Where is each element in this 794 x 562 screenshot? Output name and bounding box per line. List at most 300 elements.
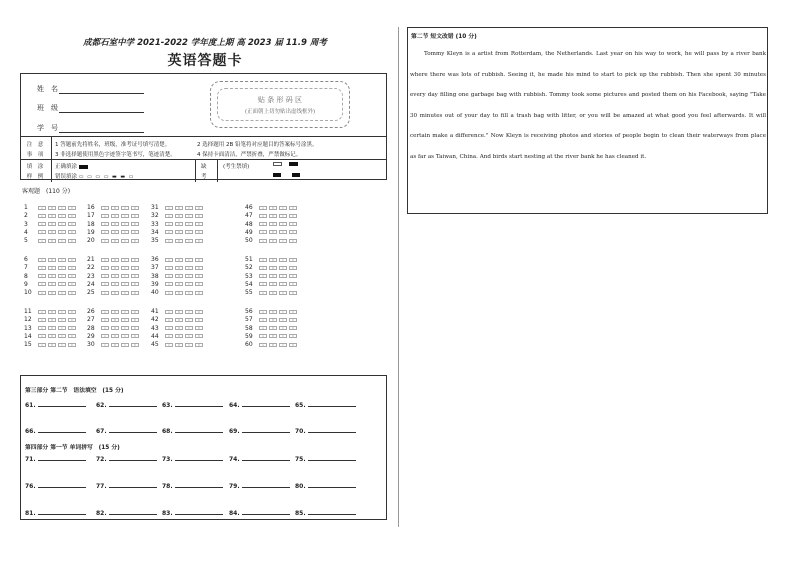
- answer-bubble[interactable]: A: [38, 258, 46, 262]
- answer-bubble[interactable]: C: [279, 214, 287, 218]
- answer-bubble[interactable]: A: [38, 206, 46, 210]
- answer-bubble[interactable]: C: [121, 343, 129, 347]
- answer-bubble[interactable]: C: [121, 266, 129, 270]
- answer-bubble[interactable]: D: [195, 214, 203, 218]
- fill-blank[interactable]: [229, 482, 290, 490]
- answer-bubble[interactable]: B: [175, 214, 183, 218]
- answer-bubble[interactable]: C: [185, 230, 193, 234]
- answer-bubble[interactable]: B: [111, 239, 119, 243]
- answer-bubble[interactable]: C: [58, 326, 66, 330]
- answer-bubble[interactable]: A: [165, 274, 173, 278]
- blank-line[interactable]: [109, 455, 157, 461]
- blank-line[interactable]: [308, 509, 356, 515]
- answer-bubble[interactable]: B: [111, 291, 119, 295]
- fill-blank[interactable]: [96, 509, 157, 517]
- answer-bubble[interactable]: B: [48, 206, 56, 210]
- answer-bubble[interactable]: A: [101, 222, 109, 226]
- answer-bubble[interactable]: A: [259, 230, 267, 234]
- answer-bubble[interactable]: C: [121, 230, 129, 234]
- answer-bubble[interactable]: C: [58, 239, 66, 243]
- answer-bubble[interactable]: A: [259, 334, 267, 338]
- blank-line[interactable]: [109, 401, 157, 407]
- answer-bubble[interactable]: D: [289, 230, 297, 234]
- blank-line[interactable]: [109, 427, 157, 433]
- fill-blank[interactable]: [295, 509, 356, 517]
- answer-bubble[interactable]: B: [269, 334, 277, 338]
- answer-bubble[interactable]: D: [131, 214, 139, 218]
- answer-bubble[interactable]: A: [259, 206, 267, 210]
- answer-bubble[interactable]: C: [279, 326, 287, 330]
- answer-bubble[interactable]: B: [269, 230, 277, 234]
- answer-bubble[interactable]: C: [58, 318, 66, 322]
- answer-bubble[interactable]: B: [48, 310, 56, 314]
- answer-bubble[interactable]: B: [175, 266, 183, 270]
- answer-bubble[interactable]: B: [269, 266, 277, 270]
- answer-bubble[interactable]: A: [165, 326, 173, 330]
- answer-bubble[interactable]: C: [185, 318, 193, 322]
- answer-bubble[interactable]: D: [68, 291, 76, 295]
- answer-bubble[interactable]: C: [58, 230, 66, 234]
- answer-bubble[interactable]: B: [175, 282, 183, 286]
- answer-bubble[interactable]: D: [68, 206, 76, 210]
- answer-bubble[interactable]: D: [131, 291, 139, 295]
- answer-bubble[interactable]: D: [289, 266, 297, 270]
- answer-bubble[interactable]: C: [58, 310, 66, 314]
- answer-bubble[interactable]: D: [289, 214, 297, 218]
- answer-bubble[interactable]: A: [38, 326, 46, 330]
- answer-bubble[interactable]: A: [259, 222, 267, 226]
- fill-blank[interactable]: [162, 482, 223, 490]
- question-number: 58: [245, 324, 253, 332]
- answer-bubble[interactable]: C: [121, 282, 129, 286]
- answer-bubble[interactable]: C: [185, 282, 193, 286]
- answer-bubble[interactable]: B: [111, 343, 119, 347]
- answer-bubble[interactable]: A: [165, 343, 173, 347]
- answer-bubble[interactable]: C: [58, 334, 66, 338]
- answer-bubble[interactable]: B: [175, 274, 183, 278]
- fill-blank[interactable]: [96, 455, 157, 463]
- answer-bubble[interactable]: C: [185, 343, 193, 347]
- answer-bubble[interactable]: A: [101, 334, 109, 338]
- answer-bubble[interactable]: C: [121, 239, 129, 243]
- answer-bubble[interactable]: D: [289, 326, 297, 330]
- fill-blank[interactable]: [295, 401, 356, 409]
- answer-bubble[interactable]: D: [131, 310, 139, 314]
- answer-bubble[interactable]: B: [111, 266, 119, 270]
- blank-line[interactable]: [175, 509, 223, 515]
- answer-bubble[interactable]: D: [131, 318, 139, 322]
- answer-bubble[interactable]: A: [165, 258, 173, 262]
- answer-bubble[interactable]: D: [68, 334, 76, 338]
- answer-bubble[interactable]: B: [175, 222, 183, 226]
- answer-bubble[interactable]: A: [165, 266, 173, 270]
- answer-bubble[interactable]: B: [269, 282, 277, 286]
- answer-bubble[interactable]: D: [68, 274, 76, 278]
- blank-line[interactable]: [38, 401, 86, 407]
- answer-bubble[interactable]: D: [195, 222, 203, 226]
- answer-bubble[interactable]: D: [131, 258, 139, 262]
- fill-blank[interactable]: [25, 482, 86, 490]
- fill-blank[interactable]: [162, 509, 223, 517]
- blank-line[interactable]: [242, 455, 290, 461]
- answer-bubble[interactable]: B: [48, 334, 56, 338]
- fill-blank[interactable]: [25, 401, 86, 409]
- answer-bubble[interactable]: D: [131, 222, 139, 226]
- answer-bubble[interactable]: B: [269, 343, 277, 347]
- student-id-field[interactable]: [59, 125, 144, 133]
- answer-bubble[interactable]: A: [165, 282, 173, 286]
- answer-bubble[interactable]: B: [269, 239, 277, 243]
- blank-line[interactable]: [38, 455, 86, 461]
- answer-bubble[interactable]: C: [121, 291, 129, 295]
- answer-bubble[interactable]: D: [289, 291, 297, 295]
- answer-bubble[interactable]: D: [68, 266, 76, 270]
- answer-bubble[interactable]: A: [101, 266, 109, 270]
- answer-bubble[interactable]: C: [185, 239, 193, 243]
- answer-bubble[interactable]: D: [68, 282, 76, 286]
- answer-bubble[interactable]: A: [165, 206, 173, 210]
- answer-bubble[interactable]: C: [58, 222, 66, 226]
- absent-divider-2: [217, 159, 218, 182]
- fill-blank[interactable]: [229, 509, 290, 517]
- blank-line[interactable]: [109, 509, 157, 515]
- answer-bubble[interactable]: D: [195, 282, 203, 286]
- blank-line[interactable]: [38, 482, 86, 488]
- answer-bubble[interactable]: A: [38, 343, 46, 347]
- answer-bubble[interactable]: B: [269, 291, 277, 295]
- answer-bubble[interactable]: C: [279, 239, 287, 243]
- blank-line[interactable]: [175, 482, 223, 488]
- answer-bubble[interactable]: C: [279, 291, 287, 295]
- answer-bubble[interactable]: D: [289, 206, 297, 210]
- name-field[interactable]: [59, 86, 144, 94]
- answer-bubble[interactable]: D: [289, 318, 297, 322]
- answer-bubble[interactable]: D: [195, 291, 203, 295]
- answer-bubble[interactable]: B: [269, 274, 277, 278]
- answer-bubble[interactable]: A: [38, 230, 46, 234]
- answer-bubble[interactable]: B: [111, 334, 119, 338]
- answer-bubble[interactable]: C: [185, 326, 193, 330]
- blank-line[interactable]: [109, 482, 157, 488]
- answer-bubble[interactable]: D: [131, 274, 139, 278]
- answer-bubble[interactable]: D: [195, 266, 203, 270]
- answer-bubble[interactable]: C: [58, 214, 66, 218]
- fill-blank[interactable]: [25, 509, 86, 517]
- answer-bubble[interactable]: D: [68, 230, 76, 234]
- answer-bubble[interactable]: D: [195, 310, 203, 314]
- answer-bubble[interactable]: C: [121, 214, 129, 218]
- answer-bubble[interactable]: C: [185, 334, 193, 338]
- answer-bubble[interactable]: A: [38, 214, 46, 218]
- answer-bubble[interactable]: D: [68, 343, 76, 347]
- answer-bubble[interactable]: B: [48, 343, 56, 347]
- answer-bubble[interactable]: B: [175, 310, 183, 314]
- answer-bubble[interactable]: B: [175, 343, 183, 347]
- answer-bubble[interactable]: C: [279, 343, 287, 347]
- answer-bubble[interactable]: A: [38, 318, 46, 322]
- answer-bubble[interactable]: A: [101, 343, 109, 347]
- answer-bubble[interactable]: B: [48, 318, 56, 322]
- answer-bubble[interactable]: B: [269, 206, 277, 210]
- answer-bubble[interactable]: C: [185, 258, 193, 262]
- answer-bubble[interactable]: A: [101, 326, 109, 330]
- blank-line[interactable]: [38, 509, 86, 515]
- answer-bubble[interactable]: B: [111, 258, 119, 262]
- blank-line[interactable]: [308, 455, 356, 461]
- answer-bubble[interactable]: D: [289, 282, 297, 286]
- answer-bubble[interactable]: A: [101, 282, 109, 286]
- answer-bubble[interactable]: D: [68, 222, 76, 226]
- answer-bubble[interactable]: C: [121, 206, 129, 210]
- answer-bubble[interactable]: B: [111, 318, 119, 322]
- answer-bubble[interactable]: D: [131, 343, 139, 347]
- answer-bubble[interactable]: B: [48, 282, 56, 286]
- answer-bubble[interactable]: B: [48, 239, 56, 243]
- answer-bubble[interactable]: A: [38, 291, 46, 295]
- answer-bubble[interactable]: B: [111, 222, 119, 226]
- answer-bubble[interactable]: A: [259, 326, 267, 330]
- answer-bubble[interactable]: C: [58, 206, 66, 210]
- answer-bubble[interactable]: C: [121, 274, 129, 278]
- answer-bubble[interactable]: A: [259, 274, 267, 278]
- answer-bubble[interactable]: B: [48, 222, 56, 226]
- answer-bubble[interactable]: D: [131, 282, 139, 286]
- answer-bubble[interactable]: A: [38, 334, 46, 338]
- answer-bubble[interactable]: A: [165, 318, 173, 322]
- answer-bubble[interactable]: B: [111, 214, 119, 218]
- answer-bubble[interactable]: A: [259, 310, 267, 314]
- answer-bubble[interactable]: A: [38, 274, 46, 278]
- fill-blank[interactable]: [229, 401, 290, 409]
- answer-bubble[interactable]: B: [111, 206, 119, 210]
- answer-bubble[interactable]: C: [121, 258, 129, 262]
- answer-bubble[interactable]: D: [195, 258, 203, 262]
- fill-blank[interactable]: [295, 455, 356, 463]
- answer-bubble[interactable]: B: [48, 266, 56, 270]
- answer-bubble[interactable]: B: [175, 239, 183, 243]
- answer-bubble[interactable]: B: [269, 214, 277, 218]
- answer-bubble[interactable]: B: [48, 230, 56, 234]
- answer-bubble[interactable]: C: [185, 310, 193, 314]
- answer-bubble[interactable]: C: [121, 326, 129, 330]
- answer-bubble[interactable]: A: [38, 239, 46, 243]
- answer-bubble[interactable]: B: [111, 230, 119, 234]
- answer-bubble[interactable]: D: [195, 274, 203, 278]
- answer-bubble[interactable]: C: [58, 274, 66, 278]
- answer-bubble[interactable]: A: [101, 206, 109, 210]
- answer-bubble[interactable]: D: [195, 239, 203, 243]
- answer-bubble[interactable]: A: [101, 258, 109, 262]
- blank-line[interactable]: [308, 482, 356, 488]
- answer-bubble[interactable]: C: [185, 206, 193, 210]
- blank-line[interactable]: [38, 427, 86, 433]
- answer-bubble[interactable]: A: [101, 310, 109, 314]
- answer-bubble[interactable]: C: [58, 266, 66, 270]
- answer-bubble[interactable]: A: [259, 258, 267, 262]
- answer-bubble[interactable]: B: [269, 318, 277, 322]
- answer-bubble[interactable]: B: [48, 214, 56, 218]
- blank-line[interactable]: [242, 482, 290, 488]
- answer-bubble[interactable]: A: [101, 230, 109, 234]
- fill-blank[interactable]: [162, 455, 223, 463]
- answer-bubble[interactable]: A: [38, 282, 46, 286]
- answer-bubble[interactable]: C: [185, 214, 193, 218]
- answer-bubble[interactable]: C: [279, 266, 287, 270]
- info-frame: [20, 73, 387, 180]
- fill-blank[interactable]: [25, 427, 86, 435]
- blank-line[interactable]: [242, 427, 290, 433]
- answer-bubble[interactable]: A: [259, 291, 267, 295]
- answer-bubble[interactable]: C: [279, 258, 287, 262]
- blank-line[interactable]: [242, 509, 290, 515]
- blank-number: 62.: [96, 402, 107, 409]
- answer-bubble[interactable]: C: [121, 222, 129, 226]
- answer-bubble[interactable]: B: [269, 222, 277, 226]
- answer-bubble[interactable]: C: [185, 291, 193, 295]
- answer-bubble[interactable]: D: [131, 239, 139, 243]
- answer-bubble[interactable]: A: [259, 282, 267, 286]
- blank-line[interactable]: [308, 427, 356, 433]
- answer-bubble[interactable]: A: [101, 239, 109, 243]
- answer-bubble[interactable]: C: [185, 274, 193, 278]
- answer-bubble[interactable]: B: [48, 274, 56, 278]
- fill-blank[interactable]: [96, 427, 157, 435]
- answer-bubble[interactable]: B: [269, 258, 277, 262]
- answer-bubble[interactable]: D: [289, 343, 297, 347]
- answer-bubble[interactable]: D: [195, 326, 203, 330]
- answer-bubble[interactable]: C: [279, 318, 287, 322]
- answer-bubble[interactable]: B: [175, 318, 183, 322]
- answer-bubble[interactable]: A: [165, 239, 173, 243]
- answer-bubble[interactable]: A: [101, 318, 109, 322]
- answer-bubble[interactable]: D: [289, 310, 297, 314]
- blank-line[interactable]: [175, 427, 223, 433]
- answer-bubble[interactable]: D: [289, 334, 297, 338]
- answer-bubble[interactable]: D: [195, 318, 203, 322]
- answer-bubble[interactable]: D: [131, 334, 139, 338]
- answer-bubble[interactable]: A: [101, 291, 109, 295]
- answer-bubble[interactable]: D: [68, 214, 76, 218]
- answer-bubble[interactable]: D: [131, 230, 139, 234]
- answer-bubble[interactable]: B: [111, 274, 119, 278]
- answer-bubble[interactable]: B: [48, 258, 56, 262]
- answer-bubble[interactable]: C: [185, 222, 193, 226]
- answer-bubble[interactable]: B: [175, 230, 183, 234]
- answer-bubble[interactable]: B: [48, 326, 56, 330]
- answer-bubble[interactable]: C: [121, 334, 129, 338]
- fill-blank[interactable]: [25, 455, 86, 463]
- answer-bubble[interactable]: B: [175, 258, 183, 262]
- answer-bubble[interactable]: A: [259, 266, 267, 270]
- answer-bubble[interactable]: A: [259, 214, 267, 218]
- answer-bubble[interactable]: D: [289, 258, 297, 262]
- answer-bubble[interactable]: A: [165, 222, 173, 226]
- answer-bubble[interactable]: C: [279, 334, 287, 338]
- answer-bubble[interactable]: C: [279, 230, 287, 234]
- question-number: 43: [151, 324, 159, 332]
- answer-bubble[interactable]: B: [48, 291, 56, 295]
- answer-bubble[interactable]: B: [269, 310, 277, 314]
- answer-bubble[interactable]: A: [38, 310, 46, 314]
- answer-bubble[interactable]: D: [131, 326, 139, 330]
- fill-blank[interactable]: [162, 401, 223, 409]
- answer-bubble[interactable]: C: [121, 310, 129, 314]
- answer-bubble[interactable]: C: [279, 274, 287, 278]
- answer-bubble[interactable]: C: [121, 318, 129, 322]
- answer-bubble[interactable]: C: [279, 222, 287, 226]
- class-field[interactable]: [59, 105, 144, 113]
- fill-blank[interactable]: [96, 482, 157, 490]
- blank-line[interactable]: [242, 401, 290, 407]
- fill-blank[interactable]: [295, 427, 356, 435]
- answer-bubble[interactable]: B: [175, 334, 183, 338]
- fill-blank[interactable]: [162, 427, 223, 435]
- answer-bubble[interactable]: D: [68, 326, 76, 330]
- answer-bubble[interactable]: C: [279, 310, 287, 314]
- blank-line[interactable]: [308, 401, 356, 407]
- answer-bubble[interactable]: A: [259, 318, 267, 322]
- answer-bubble[interactable]: D: [195, 343, 203, 347]
- answer-bubble[interactable]: C: [279, 206, 287, 210]
- answer-bubble[interactable]: A: [165, 230, 173, 234]
- answer-bubble[interactable]: D: [289, 274, 297, 278]
- answer-bubble[interactable]: D: [68, 310, 76, 314]
- answer-bubble[interactable]: D: [195, 206, 203, 210]
- answer-bubble[interactable]: A: [38, 266, 46, 270]
- answer-bubble[interactable]: B: [175, 206, 183, 210]
- answer-bubble[interactable]: C: [279, 282, 287, 286]
- question-row: [87, 281, 141, 288]
- answer-bubble[interactable]: A: [259, 239, 267, 243]
- answer-bubble[interactable]: D: [68, 258, 76, 262]
- answer-bubble[interactable]: B: [111, 282, 119, 286]
- question-row: [151, 308, 205, 315]
- answer-bubble[interactable]: A: [101, 274, 109, 278]
- answer-bubble[interactable]: D: [289, 239, 297, 243]
- answer-bubble[interactable]: B: [111, 310, 119, 314]
- answer-bubble[interactable]: A: [259, 343, 267, 347]
- fill-blank[interactable]: [295, 482, 356, 490]
- answer-bubble[interactable]: B: [175, 291, 183, 295]
- answer-bubble[interactable]: D: [289, 222, 297, 226]
- answer-bubble[interactable]: D: [195, 230, 203, 234]
- answer-bubble[interactable]: D: [68, 239, 76, 243]
- blank-line[interactable]: [175, 401, 223, 407]
- fill-blank[interactable]: [229, 427, 290, 435]
- fill-blank[interactable]: [96, 401, 157, 409]
- answer-bubble[interactable]: C: [58, 291, 66, 295]
- answer-bubble[interactable]: C: [185, 266, 193, 270]
- answer-bubble[interactable]: B: [269, 326, 277, 330]
- answer-bubble[interactable]: A: [165, 334, 173, 338]
- answer-bubble[interactable]: C: [58, 282, 66, 286]
- answer-bubble[interactable]: D: [195, 334, 203, 338]
- answer-bubble[interactable]: C: [58, 258, 66, 262]
- answer-bubble[interactable]: D: [68, 318, 76, 322]
- answer-bubble[interactable]: A: [165, 214, 173, 218]
- answer-bubble[interactable]: A: [38, 222, 46, 226]
- blank-line[interactable]: [175, 455, 223, 461]
- answer-bubble[interactable]: B: [175, 326, 183, 330]
- fill-blank[interactable]: [229, 455, 290, 463]
- answer-bubble[interactable]: A: [165, 310, 173, 314]
- answer-bubble[interactable]: B: [111, 326, 119, 330]
- answer-bubble[interactable]: C: [58, 343, 66, 347]
- answer-bubble[interactable]: A: [165, 291, 173, 295]
- answer-bubble[interactable]: A: [101, 214, 109, 218]
- answer-bubble[interactable]: D: [131, 266, 139, 270]
- answer-bubble[interactable]: D: [131, 206, 139, 210]
